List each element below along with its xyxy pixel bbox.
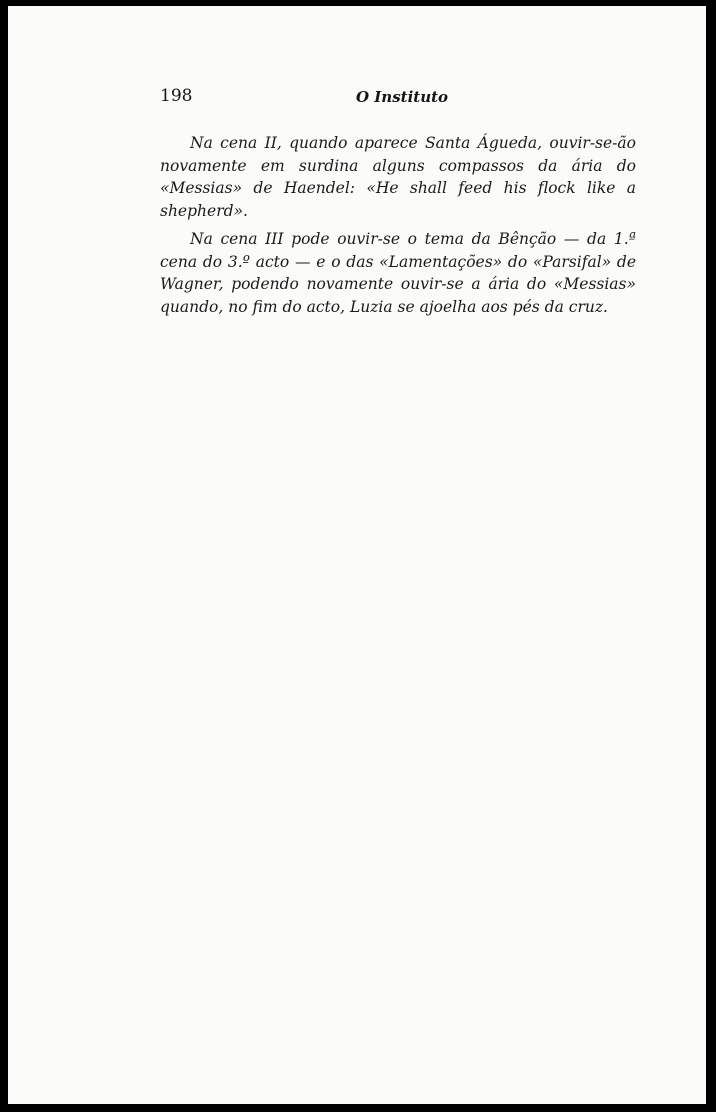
page-number: 198 xyxy=(160,86,193,106)
running-title: O Instituto xyxy=(356,88,449,106)
paragraph: Na cena III pode ouvir-se o tema da Bênção — da 1.ª cena do 3.º acto — e o das «Lamentações» do «Parsifal» de Wagner, podendo novamente ouvir-se a ária do «Messias» quando, no fim do acto, Luzia se ajoelha aos pés da cruz. xyxy=(160,230,636,316)
paragraph: Na cena II, quando aparece Santa Águeda, ouvir-se-ão novamente em surdina alguns compassos da ária do «Messias» de Haendel: «He shall feed his flock like a shepherd». xyxy=(160,134,636,220)
page xyxy=(8,6,706,1104)
page-header xyxy=(160,86,640,112)
body-text xyxy=(160,132,636,324)
